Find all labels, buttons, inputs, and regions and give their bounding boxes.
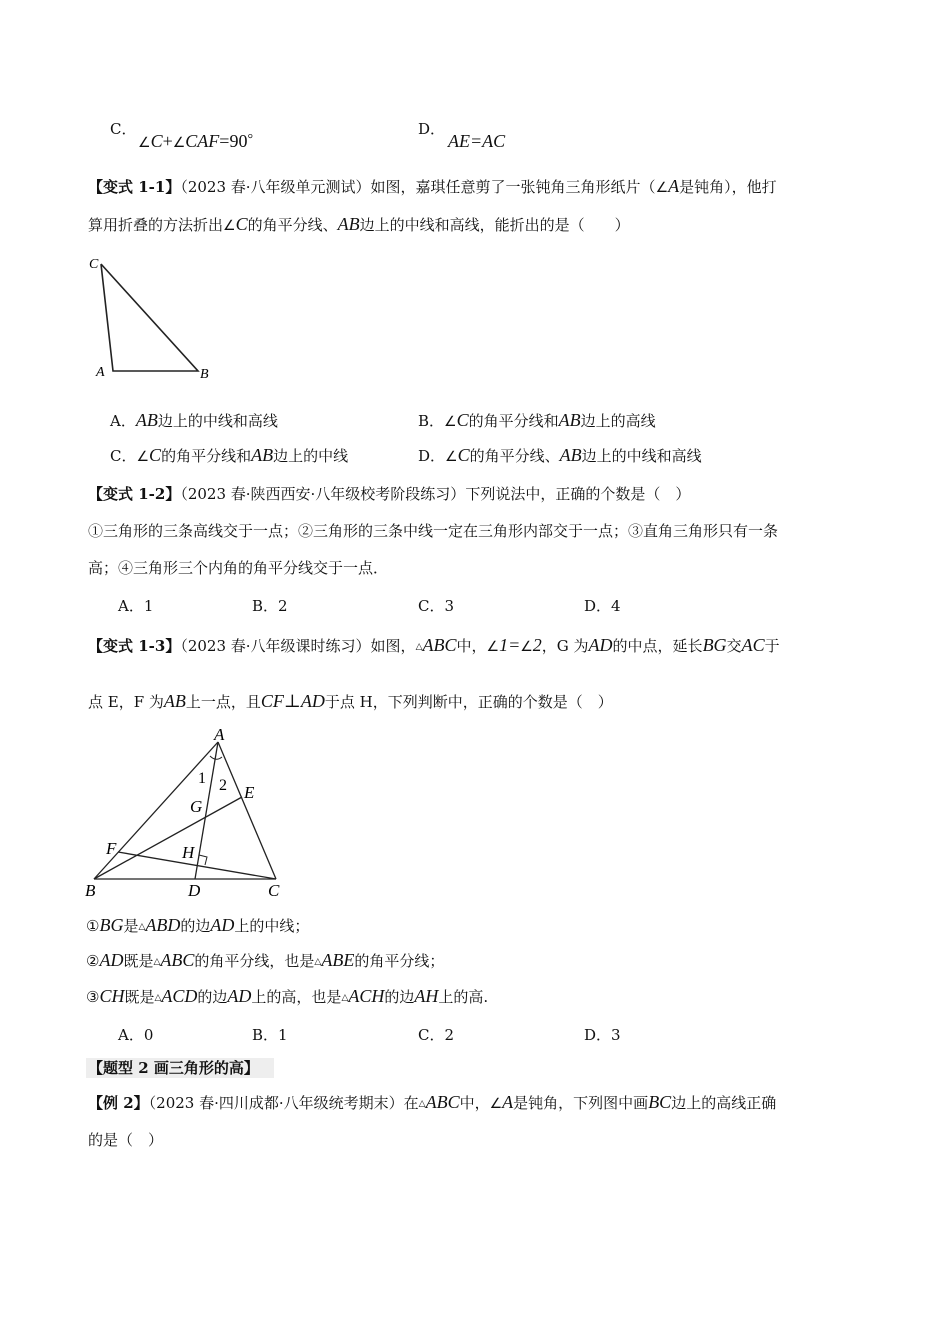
question-1-3-line1: 【变式 1-3】（2023 春·八年级课时练习）如图，△ABC中，∠1=∠2，G 为AD的中点，延长BG交AC于	[88, 635, 780, 655]
label-d: D	[188, 881, 201, 900]
option-c-label: C．	[110, 120, 137, 138]
question-1-2-line1: 【变式 1-2】（2023 春·陕西西安·八年级校考阶段练习）下列说法中，正确的个数是（ ）	[88, 485, 691, 503]
example-2-line1: 【例 2】（2023 春·四川成都·八年级统考期末）在△ABC中，∠A是钝角，下列图中画BC边上的高线正确	[88, 1092, 777, 1112]
section-heading-type-2: 【题型 2 画三角形的高】	[86, 1058, 274, 1078]
segment-be	[94, 797, 242, 879]
label-b: B	[200, 367, 209, 382]
q12-option-b: B．2	[252, 597, 288, 615]
q11-option-d: D．∠C的角平分线、AB边上的中线和高线	[418, 445, 702, 465]
label-f: F	[106, 839, 117, 858]
figure-obtuse-triangle	[86, 250, 216, 385]
side-ac	[218, 742, 276, 879]
label-c: C	[89, 257, 99, 272]
label-h: H	[182, 843, 195, 862]
example-2-line2: 的是（ ）	[88, 1131, 164, 1149]
option-c-math: ∠C+∠CAF=90°	[138, 131, 254, 151]
label-b: B	[85, 881, 96, 900]
label-angle-1: 1	[198, 770, 206, 787]
option-d-math: AE=AC	[448, 131, 506, 151]
statement-2: ②AD既是△ABC的角平分线，也是△ABE的角平分线；	[86, 950, 445, 970]
q12-option-c: C．3	[418, 597, 455, 615]
question-1-1-line1: 【变式 1-1】（2023 春·八年级单元测试）如图，嘉琪任意剪了一张钝角三角形纸片（∠A是钝角），他打	[88, 176, 777, 196]
label-g: G	[190, 797, 203, 816]
triangle-abc-outline	[101, 264, 198, 371]
label-angle-2: 2	[219, 777, 227, 794]
right-angle-mark	[199, 855, 207, 865]
q11-option-a: A．AB边上的中线和高线	[110, 410, 278, 430]
q13-option-d: D．3	[584, 1026, 621, 1044]
question-1-3-line2: 点 E，F 为AB上一点，且CF⊥AD于点 H，下列判断中，正确的个数是（ ）	[88, 691, 613, 711]
q12-option-d: D．4	[584, 597, 621, 615]
label-a: A	[96, 365, 105, 380]
q12-option-a: A．1	[118, 597, 154, 615]
q13-option-c: C．2	[418, 1026, 455, 1044]
question-1-1-line2: 算用折叠的方法折出∠C的角平分线、AB边上的中线和高线，能折出的是（ ）	[88, 214, 630, 234]
segment-cf	[118, 852, 276, 879]
q11-option-b: B．∠C的角平分线和AB边上的高线	[418, 410, 656, 430]
question-1-2-body2: 高；④三角形三个内角的角平分线交于一点．	[88, 559, 389, 577]
question-1-2-body1: ①三角形的三条高线交于一点；②三角形的三条中线一定在三角形内部交于一点；③直角三角形只有一条	[88, 522, 779, 540]
statement-1: ①BG是△ABD的边AD上的中线；	[86, 915, 310, 935]
q13-option-b: B．1	[252, 1026, 288, 1044]
label-e: E	[244, 783, 255, 802]
statement-3: ③CH既是△ACD的边AD上的高，也是△ACH的边AH上的高.	[86, 986, 489, 1006]
option-d-label: D．	[418, 120, 446, 138]
q13-option-a: A．0	[118, 1026, 154, 1044]
label-a: A	[214, 725, 225, 744]
label-c: C	[268, 881, 280, 900]
q11-option-c: C．∠C的角平分线和AB边上的中线	[110, 445, 349, 465]
figure-triangle-abc	[80, 720, 300, 902]
